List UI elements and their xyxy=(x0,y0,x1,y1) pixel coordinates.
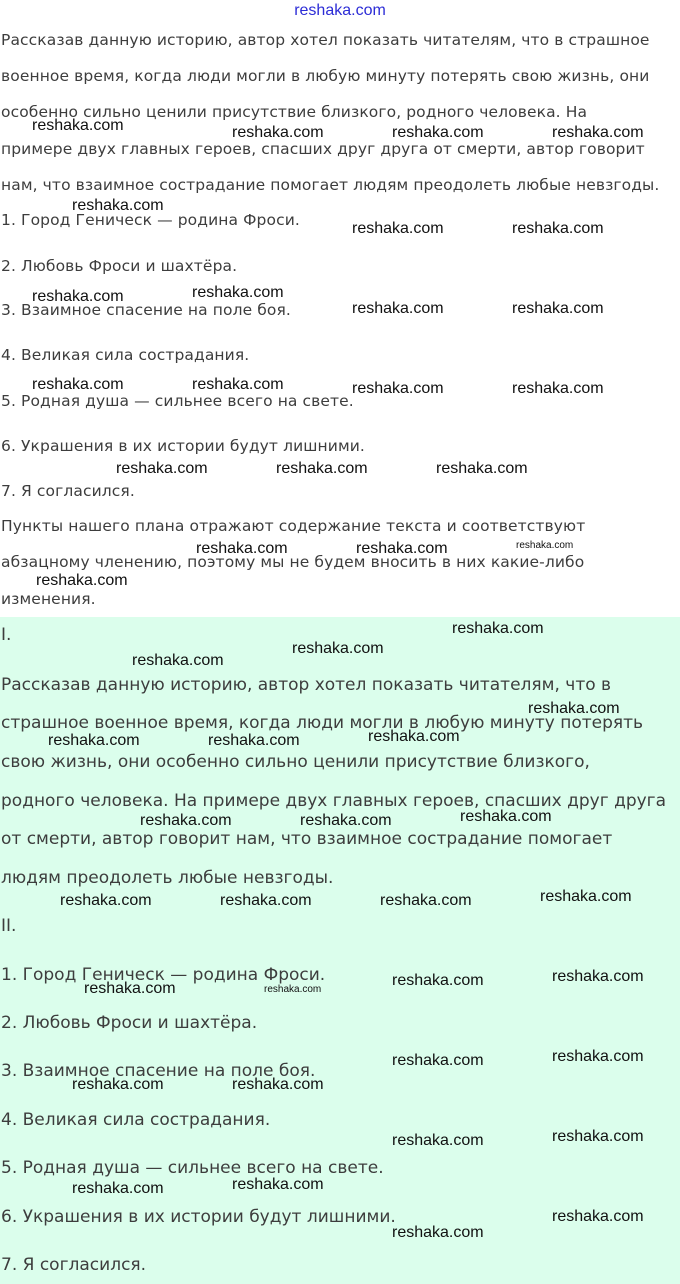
paragraph-line: свою жизнь, они особенно сильно ценили присутствие близкого, xyxy=(1,752,590,772)
watermark-text: reshaka.com xyxy=(208,732,300,749)
watermark-text: reshaka.com xyxy=(516,540,574,551)
watermark-text: reshaka.com xyxy=(352,220,444,237)
watermark-text: reshaka.com xyxy=(552,124,644,141)
watermark-text: reshaka.com xyxy=(72,197,164,214)
watermark-text: reshaka.com xyxy=(140,812,232,829)
watermark-text: reshaka.com xyxy=(220,892,312,909)
watermark-text: reshaka.com xyxy=(36,572,128,589)
watermark-text: reshaka.com xyxy=(352,380,444,397)
watermark-text: reshaka.com xyxy=(232,124,324,141)
watermark-text: reshaka.com xyxy=(32,288,124,305)
plan-item: 5. Родная душа — сильнее всего на свете. xyxy=(1,1158,384,1178)
watermark-text: reshaka.com xyxy=(276,460,368,477)
watermark-text: reshaka.com xyxy=(232,1176,324,1193)
site-header-link[interactable]: reshaka.com xyxy=(294,2,386,19)
watermark-text: reshaka.com xyxy=(32,117,124,134)
plan-item: 7. Я согласился. xyxy=(1,482,135,500)
note-line: Пункты нашего плана отражают содержание текста и соответствуют xyxy=(1,517,586,535)
plan-item: 4. Великая сила сострадания. xyxy=(1,346,250,364)
watermark-text: reshaka.com xyxy=(116,460,208,477)
watermark-text: reshaka.com xyxy=(368,728,460,745)
watermark-text: reshaka.com xyxy=(132,652,224,669)
watermark-text: reshaka.com xyxy=(392,1132,484,1149)
watermark-text: reshaka.com xyxy=(352,300,444,317)
watermark-text: reshaka.com xyxy=(552,1208,644,1225)
watermark-text: reshaka.com xyxy=(264,984,322,995)
plan-item: 3. Взаимное спасение на поле боя. xyxy=(1,301,291,319)
watermark-text: reshaka.com xyxy=(392,1224,484,1241)
watermark-text: reshaka.com xyxy=(392,972,484,989)
watermark-text: reshaka.com xyxy=(512,380,604,397)
note-line: абзацному членению, поэтому мы не будем вносить в них какие-либо xyxy=(1,553,585,571)
plan-item: 2. Любовь Фроси и шахтёра. xyxy=(1,1013,258,1033)
plan-item: 5. Родная душа — сильнее всего на свете. xyxy=(1,392,354,410)
watermark-text: reshaka.com xyxy=(300,812,392,829)
watermark-text: reshaka.com xyxy=(452,620,544,637)
watermark-text: reshaka.com xyxy=(196,540,288,557)
watermark-text: reshaka.com xyxy=(392,124,484,141)
watermark-text: reshaka.com xyxy=(192,284,284,301)
paragraph-line: людям преодолеть любые невзгоды. xyxy=(1,868,334,888)
watermark-text: reshaka.com xyxy=(552,1128,644,1145)
paragraph-line: Рассказав данную историю, автор хотел показать читателям, что в страшное xyxy=(1,31,650,49)
section-one-label: I. xyxy=(1,625,12,645)
watermark-text: reshaka.com xyxy=(72,1076,164,1093)
watermark-text: reshaka.com xyxy=(512,220,604,237)
plan-item: 3. Взаимное спасение на поле боя. xyxy=(1,1061,316,1081)
paragraph-line: Рассказав данную историю, автор хотел показать читателям, что в xyxy=(1,675,612,695)
paragraph-line: страшное военное время, когда люди могли в любую минуту потерять xyxy=(1,713,644,733)
paragraph-line: нам, что взаимное сострадание помогает людям преодолеть любые невзгоды. xyxy=(1,176,660,194)
paragraph-line: от смерти, автор говорит нам, что взаимное сострадание помогает xyxy=(1,829,613,849)
watermark-text: reshaka.com xyxy=(48,732,140,749)
watermark-text: reshaka.com xyxy=(392,1052,484,1069)
watermark-text: reshaka.com xyxy=(292,640,384,657)
paragraph-line: родного человека. На примере двух главных героев, спасших друг друга xyxy=(1,791,667,811)
paragraph-line: особенно сильно ценили присутствие близкого, родного человека. На xyxy=(1,103,588,121)
watermark-text: reshaka.com xyxy=(552,1048,644,1065)
watermark-text: reshaka.com xyxy=(192,376,284,393)
watermark-text: reshaka.com xyxy=(60,892,152,909)
watermark-text: reshaka.com xyxy=(380,892,472,909)
note-line: изменения. xyxy=(1,590,96,608)
plan-item: 1. Город Геническ — родина Фроси. xyxy=(1,965,326,985)
watermark-text: reshaka.com xyxy=(356,540,448,557)
watermark-text: reshaka.com xyxy=(436,460,528,477)
watermark-text: reshaka.com xyxy=(32,376,124,393)
watermark-text: reshaka.com xyxy=(552,968,644,985)
watermark-text: reshaka.com xyxy=(528,700,620,717)
watermark-text: reshaka.com xyxy=(540,888,632,905)
plan-item: 7. Я согласился. xyxy=(1,1255,147,1275)
plan-item: 4. Великая сила сострадания. xyxy=(1,1110,271,1130)
paragraph-line: примере двух главных героев, спасших друг друга от смерти, автор говорит xyxy=(1,140,645,158)
plan-item: 2. Любовь Фроси и шахтёра. xyxy=(1,257,238,275)
watermark-text: reshaka.com xyxy=(512,300,604,317)
paragraph-line: военное время, когда люди могли в любую минуту потерять свою жизнь, они xyxy=(1,67,650,85)
plan-item: 6. Украшения в их истории будут лишними. xyxy=(1,437,365,455)
section-two-label: II. xyxy=(1,916,17,936)
plan-item: 6. Украшения в их истории будут лишними. xyxy=(1,1207,396,1227)
watermark-text: reshaka.com xyxy=(232,1076,324,1093)
watermark-text: reshaka.com xyxy=(460,808,552,825)
watermark-text: reshaka.com xyxy=(72,1180,164,1197)
watermark-text: reshaka.com xyxy=(84,980,176,997)
plan-item: 1. Город Геническ — родина Фроси. xyxy=(1,211,300,229)
